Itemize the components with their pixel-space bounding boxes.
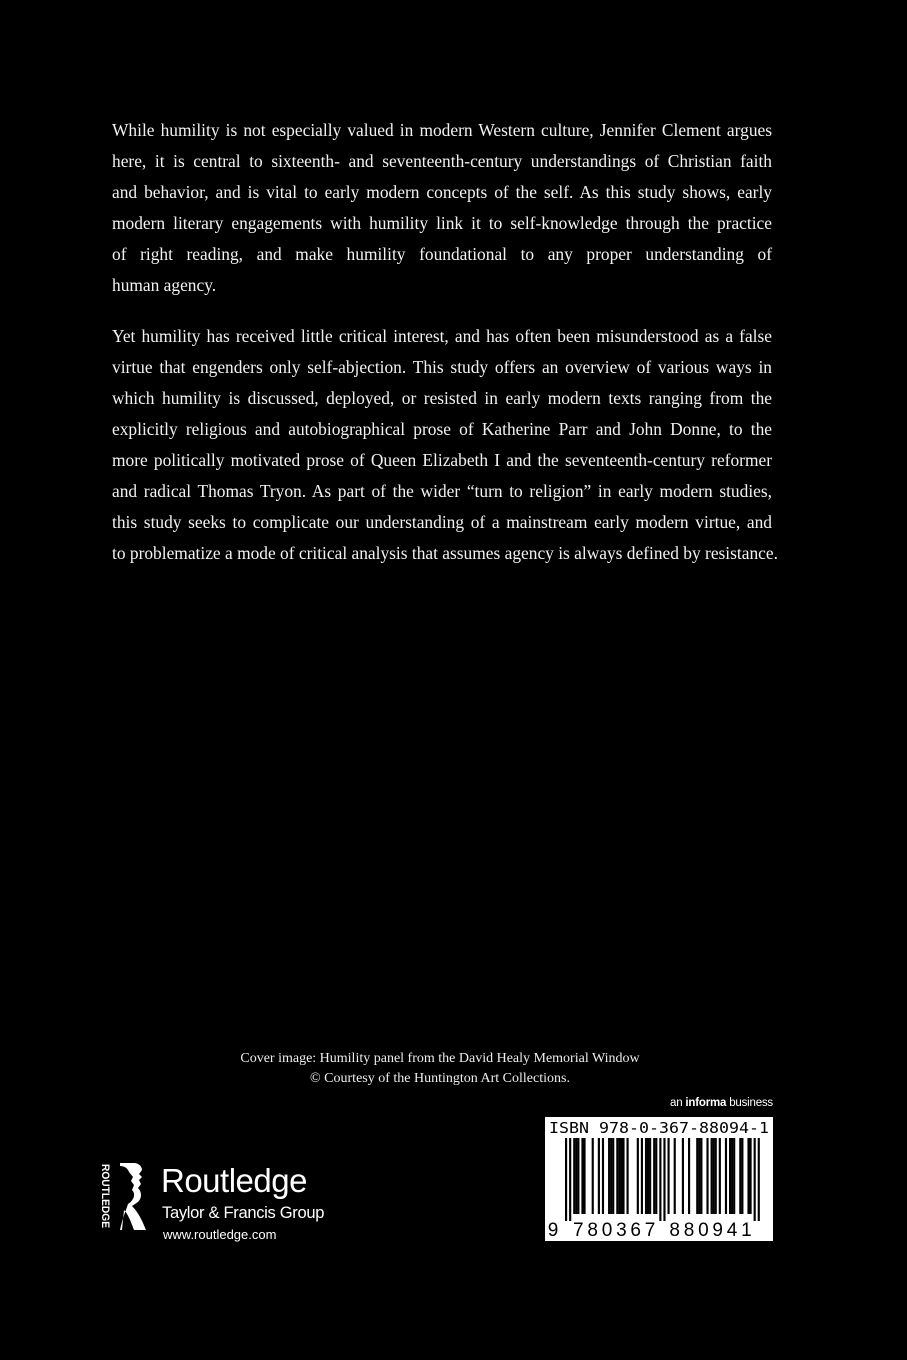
- blurb-paragraph-1: [112, 115, 772, 301]
- text-line: and radical Thomas Tryon. As part of the wider “turn to religion” in early modern studies,: [112, 481, 772, 501]
- barcode-digit: 1: [741, 1220, 752, 1241]
- barcode-bar: [739, 1138, 741, 1214]
- barcode-bar: [577, 1138, 579, 1214]
- text-line: and behavior, and is vital to early modern concepts of the self. As this study shows, early: [112, 182, 772, 202]
- barcode-digit: 9: [712, 1220, 724, 1241]
- barcode-bar: [569, 1138, 571, 1221]
- text-line: more politically motivated prose of Queen Elizabeth I and the seventeenth-century reformer: [112, 450, 772, 470]
- text-line: virtue that engenders only self-abjection. This study offers an overview of various ways in: [112, 357, 772, 377]
- barcode-digit: 8: [587, 1220, 598, 1241]
- barcode-bar: [741, 1138, 743, 1214]
- barcode-bar: [575, 1138, 577, 1214]
- text-line: explicitly religious and autobiographical prose of Katherine Parr and John Donne, to the: [112, 419, 772, 439]
- text-line: human agency.: [112, 275, 217, 295]
- barcode-bar: [620, 1138, 622, 1214]
- barcode-bar: [618, 1138, 620, 1214]
- barcode-bar: [583, 1138, 585, 1214]
- credit-line-2: © Courtesy of the Huntington Art Collections.: [310, 1071, 570, 1086]
- barcode-digit: 3: [616, 1220, 627, 1241]
- text-line: this study seeks to complicate our understanding of a mainstream early modern virtue, and: [112, 512, 772, 532]
- barcode-bar: [573, 1138, 575, 1214]
- barcode-digit: 7: [644, 1220, 656, 1241]
- barcode-bar: [608, 1138, 610, 1214]
- text-line: While humility is not especially valued in modern Western culture, Jennifer Clement argues: [112, 120, 772, 140]
- text-line: modern literary engagements with humility link it to self-knowledge through the practice: [112, 213, 772, 233]
- barcode-bar: [688, 1138, 690, 1214]
- barcode-bar: [731, 1138, 733, 1214]
- barcode-bars: [565, 1138, 760, 1221]
- barcode-digit: 9: [547, 1220, 559, 1241]
- barcode-bar: [682, 1138, 684, 1214]
- informa-prefix: an: [670, 1097, 686, 1109]
- informa-tagline: [670, 1097, 773, 1109]
- informa-brand: informa: [685, 1097, 727, 1109]
- routledge-logo: [98, 1160, 158, 1237]
- barcode-graphic: [545, 1117, 773, 1241]
- barcode-digit: 8: [683, 1220, 695, 1241]
- barcode-bar: [758, 1138, 760, 1221]
- barcode-bar: [700, 1138, 702, 1214]
- text-line: which humility is discussed, deployed, or resisted in early modern texts ranging from the: [112, 388, 772, 408]
- isbn-label: ISBN 978-0-367-88094-1: [549, 1119, 769, 1137]
- informa-suffix: business: [726, 1097, 773, 1109]
- routledge-vertical-text: ROUTLEDGE: [99, 1164, 111, 1232]
- barcode-bar: [581, 1138, 583, 1214]
- isbn-barcode: [545, 1117, 773, 1241]
- cover-image-credit: [200, 1049, 680, 1089]
- barcode-bar: [725, 1138, 727, 1214]
- routledge-r-faces-icon: [98, 1160, 158, 1232]
- blurb-paragraph-2: [112, 321, 778, 569]
- barcode-bar: [711, 1138, 713, 1214]
- barcode-bar: [649, 1138, 651, 1214]
- publisher-url[interactable]: www.routledge.com: [163, 1227, 277, 1242]
- barcode-bar: [641, 1138, 643, 1214]
- barcode-bar: [616, 1138, 618, 1214]
- barcode-bar: [598, 1138, 600, 1214]
- barcode-digit: 4: [726, 1220, 738, 1241]
- barcode-bar: [750, 1138, 752, 1214]
- barcode-digit: 7: [573, 1220, 584, 1241]
- barcode-bar: [729, 1138, 731, 1214]
- barcode-bar: [565, 1138, 567, 1221]
- barcode-bar: [627, 1138, 629, 1214]
- barcode-digits: [548, 1220, 752, 1241]
- barcode-bar: [696, 1138, 698, 1214]
- barcode-bar: [698, 1138, 700, 1214]
- barcode-bar: [713, 1138, 715, 1214]
- barcode-bar: [653, 1138, 655, 1214]
- publisher-name: Routledge: [161, 1162, 307, 1199]
- barcode-bar: [733, 1138, 735, 1214]
- barcode-bar: [719, 1138, 721, 1214]
- barcode-bar: [668, 1138, 670, 1214]
- barcode-bar: [637, 1138, 639, 1214]
- barcode-bar: [592, 1138, 594, 1214]
- barcode-bar: [706, 1138, 708, 1214]
- barcode-bar: [647, 1138, 649, 1214]
- text-line: of right reading, and make humility foundational to any proper understanding of: [112, 244, 772, 264]
- barcode-bar: [610, 1138, 612, 1214]
- credit-line-1: Cover image: Humility panel from the David Healy Memorial Window: [240, 1051, 640, 1066]
- barcode-bar: [663, 1138, 665, 1221]
- barcode-digit: 0: [601, 1220, 613, 1241]
- barcode-digit: 0: [698, 1220, 709, 1241]
- publisher-group: Taylor & Francis Group: [162, 1204, 325, 1222]
- barcode-bar: [754, 1138, 756, 1221]
- text-line: to problematize a mode of critical analysis that assumes agency is always defined by resistance.: [112, 543, 778, 563]
- text-line: Yet humility has received little critical interest, and has often been misunderstood as a false: [112, 326, 772, 346]
- barcode-bar: [674, 1138, 676, 1214]
- barcode-digit: 8: [669, 1220, 680, 1241]
- barcode-bar: [645, 1138, 647, 1214]
- barcode-bar: [612, 1138, 614, 1214]
- barcode-bar: [602, 1138, 604, 1214]
- barcode-bar: [715, 1138, 717, 1214]
- barcode-bar: [747, 1138, 749, 1214]
- barcode-digit: 6: [630, 1220, 642, 1241]
- barcode-bar: [622, 1138, 624, 1214]
- barcode-bar: [659, 1138, 661, 1221]
- barcode-bar: [655, 1138, 657, 1214]
- text-line: here, it is central to sixteenth- and seventeenth-century understandings of Christian faith: [112, 151, 772, 171]
